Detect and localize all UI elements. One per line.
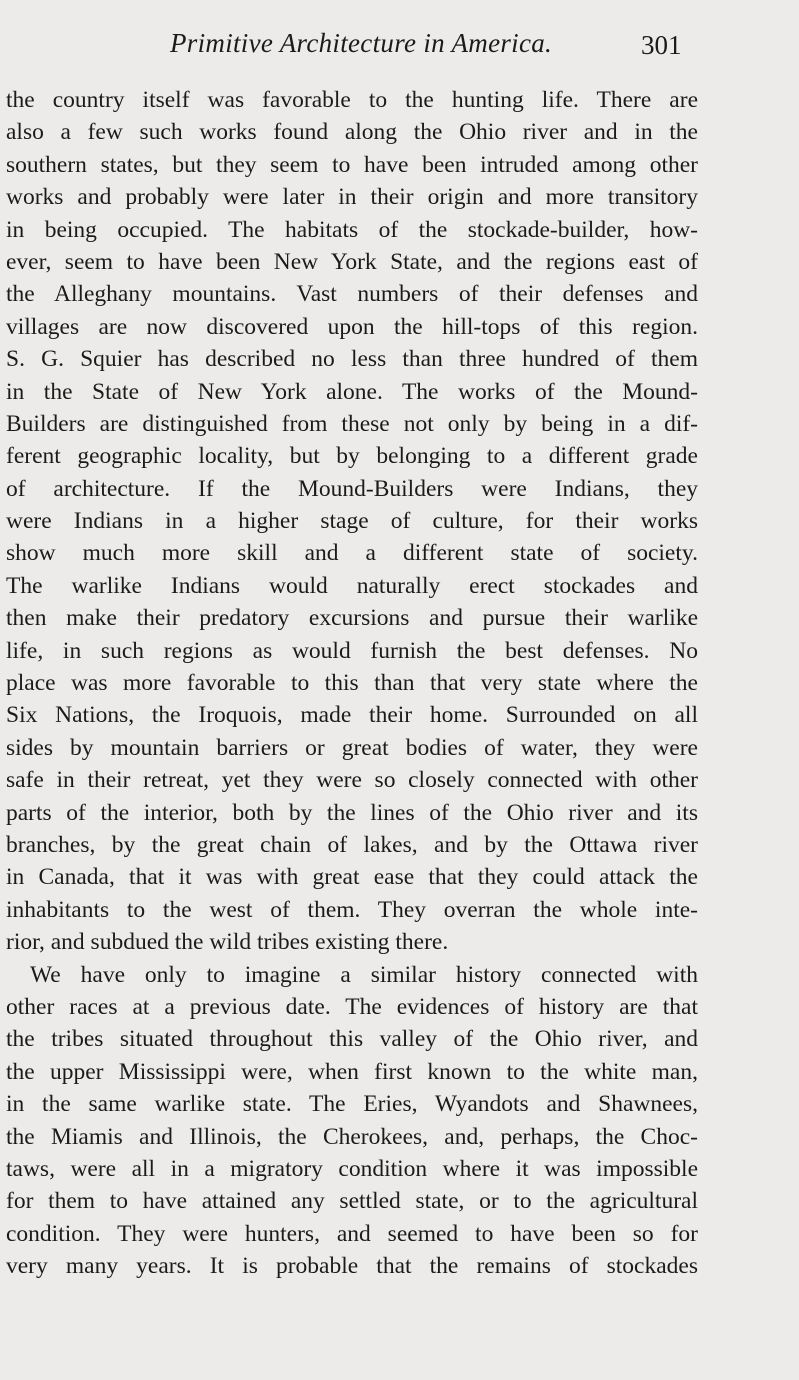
text-line: then make their predatory excursions and pursue their warlike — [6, 605, 698, 632]
text-line: place was more favorable to this than that very state where the — [6, 670, 698, 697]
page-number: 301 — [641, 30, 682, 60]
text-line: taws, were all in a migratory condition where it was impossible — [6, 1155, 698, 1182]
text-line: the Miamis and Illinois, the Cherokees, and, perhaps, the Choc- — [6, 1123, 698, 1150]
text-line: branches, by the great chain of lakes, and by the Ottawa river — [6, 831, 698, 858]
running-header — [0, 28, 799, 72]
text-line: safe in their retreat, yet they were so closely connected with other — [6, 767, 698, 794]
text-line: condition. They were hunters, and seemed to have been so for — [6, 1220, 698, 1247]
text-line: in the same warlike state. The Eries, Wyandots and Shawnees, — [6, 1091, 698, 1118]
text-line: ever, seem to have been New York State, and the regions east of — [6, 248, 698, 275]
text-line: in Canada, that it was with great ease that they could attack the — [6, 864, 698, 891]
text-line: Six Nations, the Iroquois, made their home. Surrounded on all — [6, 702, 698, 729]
text-line: were Indians in a higher stage of culture, for their works — [6, 508, 698, 535]
text-line: other races at a previous date. The evidences of history are that — [6, 993, 698, 1020]
text-line: the Alleghany mountains. Vast numbers of their defenses and — [6, 281, 698, 308]
text-line: the upper Mississippi were, when first known to the white man, — [6, 1058, 698, 1085]
text-line: of architecture. If the Mound-Builders were Indians, they — [6, 475, 698, 502]
text-line: sides by mountain barriers or great bodies of water, they were — [6, 734, 698, 761]
text-line: for them to have attained any settled state, or to the agricultural — [6, 1188, 698, 1215]
text-line: southern states, but they seem to have been intruded among other — [6, 151, 698, 178]
body-text — [6, 84, 698, 1282]
text-line: The warlike Indians would naturally erect stockades and — [6, 572, 698, 599]
text-line: works and probably were later in their origin and more transitory — [6, 184, 698, 211]
text-line: also a few such works found along the Ohio river and in the — [6, 119, 698, 146]
text-line: parts of the interior, both by the lines of the Ohio river and its — [6, 799, 698, 826]
text-line: the country itself was favorable to the hunting life. There are — [6, 87, 698, 113]
text-line: Builders are distinguished from these not only by being in a dif- — [6, 410, 698, 437]
text-line: the tribes situated throughout this valley of the Ohio river, and — [6, 1026, 698, 1053]
running-title: Primitive Architecture in America. — [170, 28, 553, 58]
text-line: inhabitants to the west of them. They overran the whole inte- — [6, 896, 698, 923]
text-line: very many years. It is probable that the remains of stockades — [6, 1253, 698, 1280]
text-line: show much more skill and a different state of society. — [6, 540, 698, 567]
text-line: life, in such regions as would furnish the best defenses. No — [6, 637, 698, 664]
text-line: villages are now discovered upon the hill-tops of this region. — [6, 313, 698, 340]
text-line: rior, and subdued the wild tribes existing there. — [6, 929, 449, 956]
text-line: ferent geographic locality, but by belonging to a different grade — [6, 443, 698, 470]
text-line: in the State of New York alone. The works of the Mound- — [6, 378, 698, 405]
text-line: in being occupied. The habitats of the stockade-builder, how- — [6, 216, 698, 243]
text-line: S. G. Squier has described no less than three hundred of them — [6, 346, 698, 373]
text-line: We have only to imagine a similar history connected with — [30, 961, 698, 988]
